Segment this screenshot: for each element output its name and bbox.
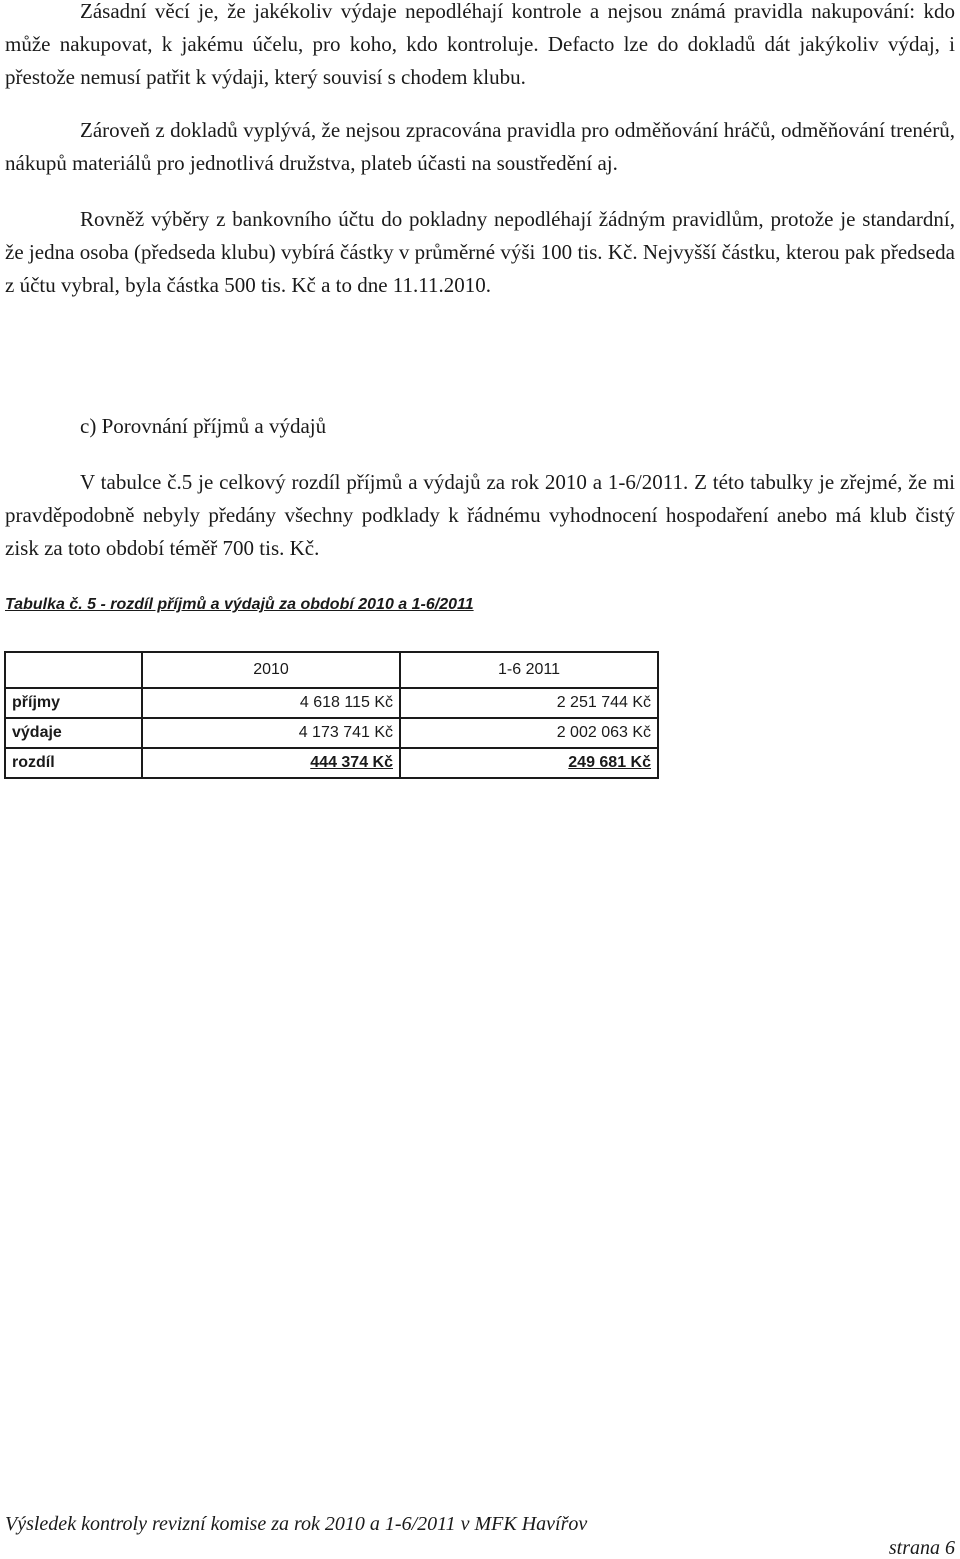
table-header-2011: 1-6 2011 [400,652,658,688]
table-row [5,688,658,718]
paragraph-purchasing-rules: Zásadní věcí je, že jakékoliv výdaje nepodléhají kontrole a nejsou známá pravidla nakupování: kdo může nakupovat, k jakému účelu, pro koho, kdo kontroluje. Defacto lze do dokladů dát jakýkoliv výdaj, i přestože nemusí patřit k výdaji, který souvisí s chodem klubu. [5,0,955,89]
cell-difference-2010-wrap [142,748,400,778]
paragraph-income-expense-comparison: V tabulce č.5 je celkový rozdíl příjmů a výdajů za rok 2010 a 1-6/2011. Z této tabulky je zřejmé, že mi pravděpodobně nebyly předány všechny podklady k řádnému vyhodnocení hospodaření anebo má klub čistý zisk za toto období téměř 700 tis. Kč. [5,470,955,560]
paragraph-reward-rules: Zároveň z dokladů vyplývá, že nejsou zpracována pravidla pro odměňování hráčů, odměňování trenérů, nákupů materiálů pro jednotlivá družstva, plateb účasti na soustředění aj. [5,118,955,175]
cell-difference-2011: 249 681 Kč [568,754,651,771]
cell-difference-2011-wrap [400,748,658,778]
footer-text: Výsledek kontroly revizní komise za rok 2010 a 1-6/2011 v MFK Havířov [5,1513,588,1535]
row-label-expenses: výdaje [5,718,142,748]
table-row [5,718,658,748]
section-heading: c) Porovnání příjmů a výdajů [80,414,327,438]
cell-income-2011: 2 251 744 Kč [400,688,658,718]
table-row-total [5,748,658,778]
cell-difference-2010: 444 374 Kč [310,754,393,771]
table-header-row [5,652,658,688]
cell-income-2010: 4 618 115 Kč [142,688,400,718]
cell-expenses-2010: 4 173 741 Kč [142,718,400,748]
cell-expenses-2011: 2 002 063 Kč [400,718,658,748]
table-header-2010: 2010 [142,652,400,688]
paragraph-bank-withdrawals: Rovněž výběry z bankovního účtu do pokladny nepodléhají žádným pravidlům, protože je standardní, že jedna osoba (předseda klubu) vybírá částky v průměrné výši 100 tis. Kč. Nejvyšší částku, kterou pak předseda z účtu vybral, byla částka 500 tis. Kč a to dne 11.11.2010. [5,207,955,297]
page-number: strana 6 [888,1537,955,1559]
row-label-difference: rozdíl [5,748,142,778]
table-caption: Tabulka č. 5 - rozdíl příjmů a výdajů za období 2010 a 1-6/2011 [5,596,474,613]
income-expense-table [4,651,659,779]
row-label-income: příjmy [5,688,142,718]
table-header-corner [5,652,142,688]
